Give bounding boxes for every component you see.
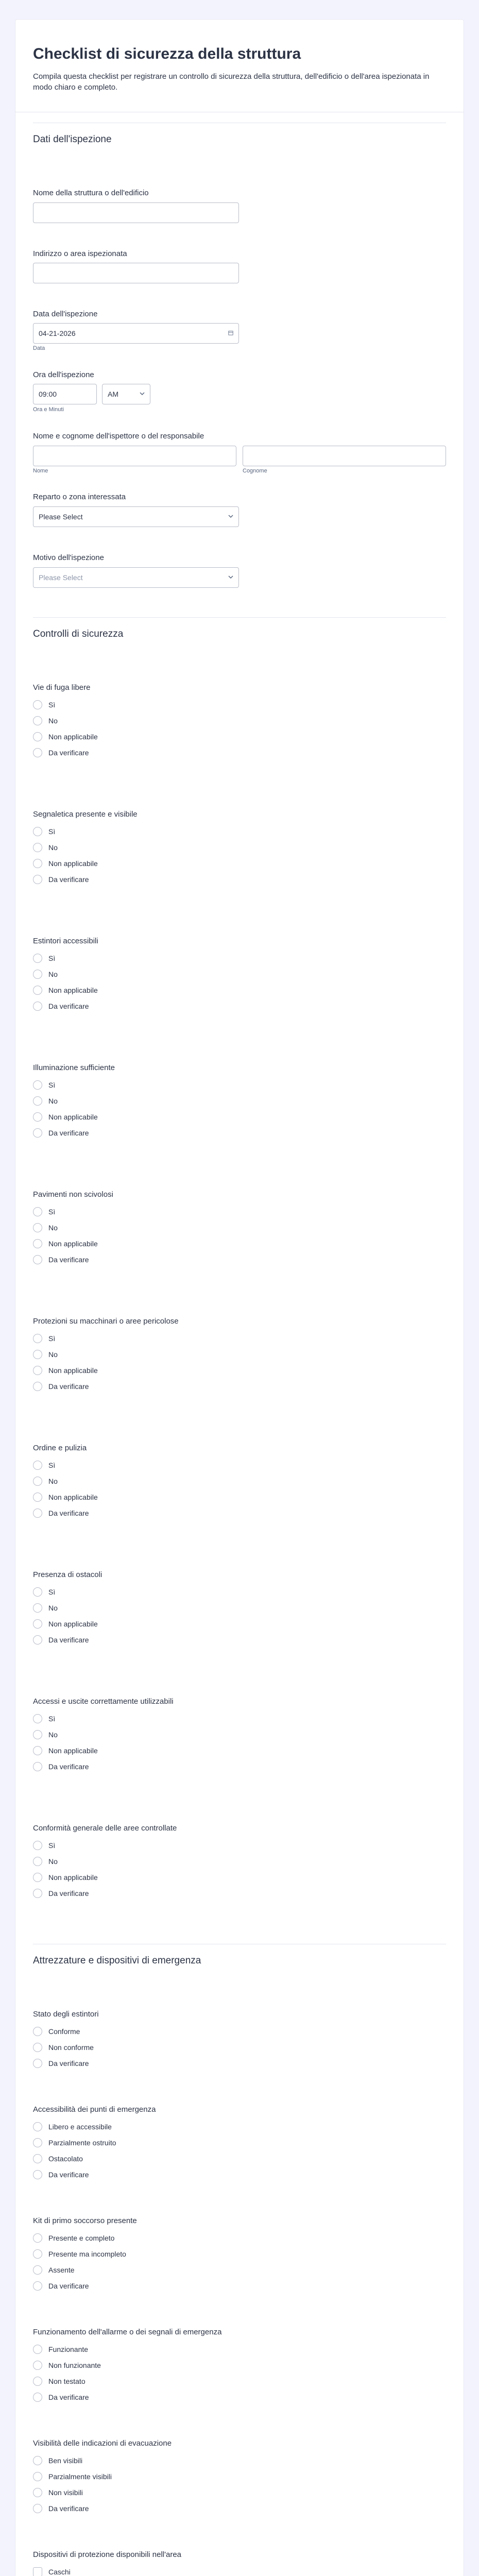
safety-option[interactable] — [33, 1000, 89, 1012]
ppe-label: Dispositivi di protezione disponibili nell'area — [33, 2550, 182, 2559]
radio-button[interactable] — [33, 1255, 42, 1264]
department-label: Reparto o zona interessata — [33, 493, 126, 501]
option-label: Non applicabile — [48, 733, 98, 741]
safety-option[interactable] — [33, 1380, 89, 1393]
radio-button[interactable] — [33, 2281, 42, 2291]
safety-option[interactable] — [33, 1760, 89, 1773]
safety-question-label: Segnaletica presente e visibile — [33, 810, 138, 819]
radio-button[interactable] — [33, 1635, 42, 1645]
radio-button[interactable] — [33, 1841, 42, 1850]
safety-option[interactable] — [33, 699, 55, 711]
option-label: Da verificare — [48, 2059, 89, 2067]
option-label: Non applicabile — [48, 986, 98, 994]
chevron-down-icon — [228, 574, 233, 580]
option-label: Sì — [48, 1208, 56, 1216]
safety-option[interactable] — [33, 731, 98, 743]
safety-question-label: Illuminazione sufficiente — [33, 1063, 115, 1072]
section-equipment-title: Attrezzature e dispositivi di emergenza — [33, 1955, 201, 1966]
radio-button[interactable] — [33, 748, 42, 757]
date-sublabel: Data — [33, 345, 45, 351]
radio-button[interactable] — [33, 1223, 42, 1232]
safety-option[interactable] — [33, 1095, 58, 1107]
radio-button[interactable] — [33, 2488, 42, 2497]
option-label: Sì — [48, 1081, 56, 1089]
safety-option[interactable] — [33, 1871, 98, 1884]
equipment-option[interactable] — [33, 2025, 80, 2038]
equipment-option[interactable] — [33, 2248, 126, 2260]
option-label: Da verificare — [48, 749, 89, 757]
equipment-option[interactable] — [33, 2470, 112, 2483]
option-label: Da verificare — [48, 1636, 89, 1644]
date-value: 04-21-2026 — [39, 329, 76, 337]
radio-button[interactable] — [33, 954, 42, 963]
option-label: Da verificare — [48, 1509, 89, 1517]
department-select[interactable] — [33, 506, 239, 527]
equipment-option[interactable] — [33, 2168, 89, 2181]
safety-option[interactable] — [33, 1507, 89, 1519]
radio-button[interactable] — [33, 2233, 42, 2243]
option-label: Sì — [48, 1334, 56, 1343]
radio-button[interactable] — [33, 1873, 42, 1882]
safety-option[interactable] — [33, 873, 89, 886]
option-label: Non applicabile — [48, 859, 98, 868]
radio-button[interactable] — [33, 700, 42, 709]
radio-button[interactable] — [33, 1096, 42, 1106]
equipment-option[interactable] — [33, 2137, 116, 2149]
option-label: Da verificare — [48, 2171, 89, 2179]
option-label: Non applicabile — [48, 1240, 98, 1248]
safety-question-label: Ordine e pulizia — [33, 1444, 87, 1452]
chevron-down-icon — [228, 514, 233, 519]
safety-option[interactable] — [33, 1127, 89, 1139]
equipment-option[interactable] — [33, 2391, 89, 2403]
inspector-first-name-input[interactable] — [33, 446, 236, 466]
safety-option[interactable] — [33, 825, 55, 838]
inspector-label: Nome e cognome dell'ispettore o del responsabile — [33, 432, 204, 440]
safety-option[interactable] — [33, 1348, 58, 1361]
option-label: No — [48, 717, 58, 725]
time-input[interactable] — [33, 384, 97, 404]
option-label: Da verificare — [48, 1889, 89, 1897]
option-label: Da verificare — [48, 2393, 89, 2401]
equipment-option[interactable] — [33, 2121, 112, 2133]
equipment-option[interactable] — [33, 2343, 88, 2355]
option-label: No — [48, 843, 58, 852]
radio-button[interactable] — [33, 1112, 42, 1122]
radio-button[interactable] — [33, 2472, 42, 2481]
safety-option[interactable] — [33, 1634, 89, 1646]
radio-button[interactable] — [33, 2059, 42, 2068]
option-label: Assente — [48, 2266, 75, 2274]
radio-button[interactable] — [33, 1382, 42, 1391]
equipment-option[interactable] — [33, 2280, 89, 2292]
option-label: Sì — [48, 1588, 56, 1596]
radio-button[interactable] — [33, 2170, 42, 2179]
radio-button[interactable] — [33, 732, 42, 741]
radio-button[interactable] — [33, 1461, 42, 1470]
radio-button[interactable] — [33, 875, 42, 884]
option-label: No — [48, 1224, 58, 1232]
safety-question-label: Pavimenti non scivolosi — [33, 1190, 113, 1199]
equipment-option[interactable] — [33, 2375, 85, 2387]
option-label: Non applicabile — [48, 1493, 98, 1501]
option-label: Conforme — [48, 2027, 80, 2036]
safety-option[interactable] — [33, 1618, 98, 1630]
option-label: Ostacolato — [48, 2155, 83, 2163]
equipment-option[interactable] — [33, 2502, 89, 2515]
safety-question-label: Vie di fuga libere — [33, 683, 91, 692]
option-label: Sì — [48, 701, 56, 709]
equipment-option[interactable] — [33, 2232, 114, 2244]
time-value: 09:00 — [39, 390, 57, 398]
option-label: Caschi — [48, 2568, 71, 2576]
radio-button[interactable] — [33, 2122, 42, 2131]
option-label: No — [48, 970, 58, 978]
equipment-question-label: Stato degli estintori — [33, 2010, 99, 2019]
option-label: Sì — [48, 954, 56, 962]
first-name-sublabel: Nome — [33, 468, 48, 474]
option-label: Presente ma incompleto — [48, 2250, 126, 2258]
option-label: No — [48, 1477, 58, 1485]
radio-button[interactable] — [33, 1714, 42, 1723]
option-label: No — [48, 1857, 58, 1866]
radio-button[interactable] — [33, 1239, 42, 1248]
option-label: Sì — [48, 1715, 56, 1723]
option-label: Da verificare — [48, 1002, 89, 1010]
radio-button[interactable] — [33, 827, 42, 836]
safety-option[interactable] — [33, 715, 58, 727]
safety-option[interactable] — [33, 1602, 58, 1614]
equipment-option[interactable] — [33, 2264, 75, 2276]
safety-option[interactable] — [33, 857, 98, 870]
safety-option[interactable] — [33, 1206, 55, 1218]
ampm-select[interactable] — [102, 384, 150, 404]
option-label: Non applicabile — [48, 1366, 98, 1375]
safety-option[interactable] — [33, 1332, 55, 1345]
option-label: Da verificare — [48, 1256, 89, 1264]
chevron-down-icon — [140, 391, 145, 396]
option-label: Da verificare — [48, 2504, 89, 2513]
radio-button[interactable] — [33, 986, 42, 995]
inspection-date-input[interactable] — [33, 323, 239, 344]
safety-option[interactable] — [33, 1855, 58, 1868]
option-label: Sì — [48, 827, 56, 836]
ampm-value: AM — [108, 390, 118, 398]
safety-option[interactable] — [33, 747, 89, 759]
radio-button[interactable] — [33, 2249, 42, 2259]
safety-question-label: Protezioni su macchinari o aree pericolose — [33, 1317, 179, 1326]
equipment-option[interactable] — [33, 2041, 94, 2054]
option-label: Da verificare — [48, 1382, 89, 1391]
ppe-checkbox-row[interactable] — [33, 2566, 71, 2576]
inspector-last-name-input[interactable] — [243, 446, 446, 466]
address-input[interactable] — [33, 263, 239, 283]
equipment-option[interactable] — [33, 2153, 83, 2165]
radio-button[interactable] — [33, 2154, 42, 2163]
radio-button[interactable] — [33, 1730, 42, 1739]
equipment-question-label: Kit di primo soccorso presente — [33, 2216, 137, 2225]
safety-option[interactable] — [33, 1887, 89, 1900]
safety-option[interactable] — [33, 1713, 55, 1725]
time-sublabel: Ora e Minuti — [33, 406, 64, 413]
equipment-question-label: Visibilità delle indicazioni di evacuazione — [33, 2439, 172, 2448]
radio-button[interactable] — [33, 859, 42, 868]
safety-option[interactable] — [33, 952, 55, 964]
address-label: Indirizzo o area ispezionata — [33, 249, 127, 258]
date-label: Data dell'ispezione — [33, 310, 98, 318]
radio-button[interactable] — [33, 2027, 42, 2036]
radio-button[interactable] — [33, 2345, 42, 2354]
last-name-sublabel: Cognome — [243, 468, 267, 474]
option-label: Da verificare — [48, 2282, 89, 2290]
radio-button[interactable] — [33, 1889, 42, 1898]
safety-option[interactable] — [33, 1839, 55, 1852]
form-description: Compila questa checklist per registrare un controllo di sicurezza della struttura, dell'edificio o dell'area ispezionata in modo chiaro e completo. — [33, 72, 430, 92]
radio-button[interactable] — [33, 1762, 42, 1771]
safety-question-label: Conformità generale delle aree controllate — [33, 1824, 177, 1833]
option-label: Ben visibili — [48, 2456, 83, 2465]
radio-button[interactable] — [33, 2504, 42, 2513]
option-label: Non applicabile — [48, 1113, 98, 1121]
radio-button[interactable] — [33, 970, 42, 979]
radio-button[interactable] — [33, 1334, 42, 1343]
radio-button[interactable] — [33, 1002, 42, 1011]
option-label: Presente e completo — [48, 2234, 115, 2242]
radio-button[interactable] — [33, 1080, 42, 1090]
safety-option[interactable] — [33, 1491, 98, 1503]
option-label: Non applicabile — [48, 1747, 98, 1755]
option-label: Libero e accessibile — [48, 2123, 112, 2131]
radio-button[interactable] — [33, 1587, 42, 1597]
radio-button[interactable] — [33, 1128, 42, 1138]
safety-option[interactable] — [33, 1364, 98, 1377]
equipment-option[interactable] — [33, 2359, 101, 2371]
safety-question-label: Accessi e uscite correttamente utilizzabili — [33, 1697, 174, 1706]
equipment-option[interactable] — [33, 2057, 89, 2070]
select-value: Please Select — [39, 573, 83, 582]
option-label: Da verificare — [48, 1762, 89, 1771]
safety-option[interactable] — [33, 1253, 89, 1266]
option-label: Funzionante — [48, 2345, 89, 2353]
facility-name-input[interactable] — [33, 202, 239, 223]
radio-button[interactable] — [33, 1350, 42, 1359]
option-label: Non testato — [48, 2377, 85, 2385]
facility-name-label: Nome della struttura o dell'edificio — [33, 189, 149, 197]
equipment-question-label: Accessibilità dei punti di emergenza — [33, 2105, 156, 2114]
option-label: Parzialmente ostruito — [48, 2139, 116, 2147]
form-header — [15, 20, 464, 112]
form-title: Checklist di sicurezza della struttura — [33, 45, 301, 62]
safety-option[interactable] — [33, 984, 98, 996]
safety-option[interactable] — [33, 968, 58, 980]
radio-button[interactable] — [33, 2456, 42, 2465]
radio-button[interactable] — [33, 2377, 42, 2386]
option-label: No — [48, 1604, 58, 1612]
option-label: Sì — [48, 1461, 56, 1469]
equipment-option[interactable] — [33, 2454, 82, 2467]
safety-option[interactable] — [33, 1238, 98, 1250]
equipment-question-label: Funzionamento dell'allarme o dei segnali di emergenza — [33, 2328, 222, 2336]
option-label: Non conforme — [48, 2043, 94, 2052]
safety-option[interactable] — [33, 1586, 55, 1598]
radio-button[interactable] — [33, 2043, 42, 2052]
radio-button[interactable] — [33, 1366, 42, 1375]
option-label: Parzialmente visibili — [48, 2472, 112, 2481]
checkbox[interactable] — [33, 2567, 42, 2576]
reason-select[interactable] — [33, 567, 239, 588]
radio-button[interactable] — [33, 2361, 42, 2370]
calendar-icon[interactable] — [228, 330, 233, 335]
section-inspection-title: Dati dell'ispezione — [33, 134, 112, 145]
radio-button[interactable] — [33, 716, 42, 725]
option-label: Non funzionante — [48, 2361, 101, 2369]
safety-option[interactable] — [33, 841, 58, 854]
option-label: Non applicabile — [48, 1873, 98, 1882]
safety-question-label: Estintori accessibili — [33, 937, 98, 945]
radio-button[interactable] — [33, 1477, 42, 1486]
radio-button[interactable] — [33, 2265, 42, 2275]
radio-button[interactable] — [33, 1207, 42, 1216]
option-label: Non visibili — [48, 2488, 83, 2497]
radio-button[interactable] — [33, 1746, 42, 1755]
safety-option[interactable] — [33, 1079, 55, 1091]
option-label: No — [48, 1097, 58, 1105]
radio-button[interactable] — [33, 1619, 42, 1629]
radio-button[interactable] — [33, 1493, 42, 1502]
option-label: Sì — [48, 1841, 56, 1850]
option-label: Da verificare — [48, 875, 89, 884]
select-value: Please Select — [39, 513, 83, 521]
option-label: No — [48, 1731, 58, 1739]
radio-button[interactable] — [33, 2138, 42, 2147]
reason-label: Motivo dell'ispezione — [33, 553, 104, 562]
safety-option[interactable] — [33, 1744, 98, 1757]
radio-button[interactable] — [33, 843, 42, 852]
safety-option[interactable] — [33, 1459, 55, 1471]
radio-button[interactable] — [33, 1603, 42, 1613]
radio-button[interactable] — [33, 2393, 42, 2402]
option-label: No — [48, 1350, 58, 1359]
section-safety-title: Controlli di sicurezza — [33, 629, 124, 639]
section-safety-title-divider — [33, 617, 446, 618]
option-label: Non applicabile — [48, 1620, 98, 1628]
equipment-option[interactable] — [33, 2486, 83, 2499]
option-label: Da verificare — [48, 1129, 89, 1137]
safety-option[interactable] — [33, 1111, 98, 1123]
safety-option[interactable] — [33, 1475, 58, 1487]
radio-button[interactable] — [33, 1857, 42, 1866]
time-label: Ora dell'ispezione — [33, 370, 94, 379]
safety-question-label: Presenza di ostacoli — [33, 1570, 102, 1579]
safety-option[interactable] — [33, 1222, 58, 1234]
safety-option[interactable] — [33, 1728, 58, 1741]
radio-button[interactable] — [33, 1509, 42, 1518]
